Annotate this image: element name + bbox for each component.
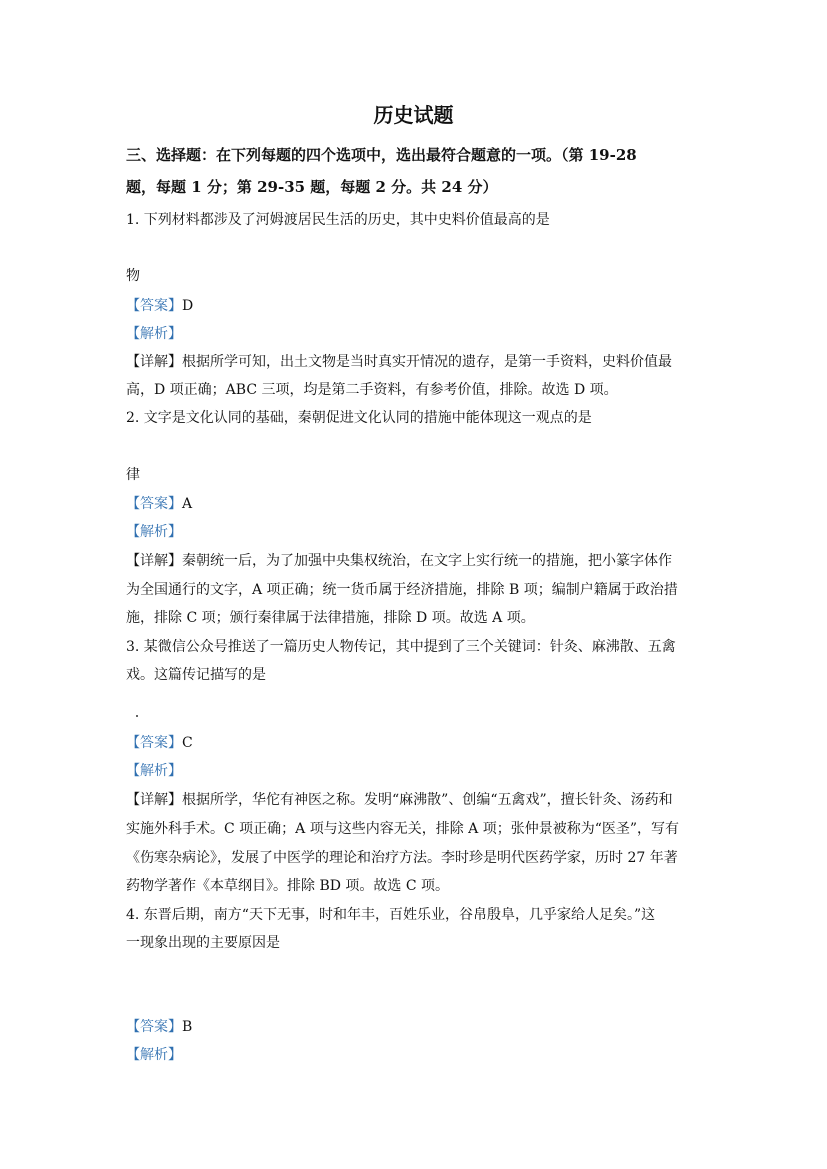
q1-answer-value: D [182,298,194,314]
q2-detail-1: 【详解】秦朝统一后，为了加强中央集权统治，在文字上实行统一的措施，把小篆字体作 [126,553,672,569]
section-header-line-1: 三、选择题：在下列每题的四个选项中，选出最符合题意的一项。（第 19-28 [126,146,637,164]
q2-detail-2: 为全国通行的文字，A 项正确；统一货币属于经济措施，排除 B 项；编制户籍属于政治措 [126,582,678,598]
q1-detail-1: 【详解】根据所学可知，出土文物是当时真实开情况的遗存，是第一手资料，史料价值最 [126,354,672,370]
q1-analysis-label: 【解析】 [126,326,182,342]
q1-stem: 1. 下列材料都涉及了河姆渡居民生活的历史，其中史料价值最高的是 [126,212,550,228]
answer-label: 【答案】 [126,298,182,314]
detail-label: 【详解】 [126,553,182,569]
q2-answer [126,494,702,514]
q3-stem-1: 3. 某微信公众号推送了一篇历史人物传记，其中提到了三个关键词：针灸、麻沸散、五禽 [126,639,676,655]
detail-label: 【详解】 [126,354,182,370]
q4-answer [126,1017,702,1037]
q4-answer-value: B [182,1019,193,1035]
q2-analysis-label: 【解析】 [126,524,182,540]
q2-option-wrap: 律 [126,467,140,483]
answer-label: 【答案】 [126,496,182,512]
q3-answer [126,733,702,753]
answer-label: 【答案】 [126,1019,182,1035]
detail-label: 【详解】 [126,792,182,808]
page-title: 历史试题 [373,103,454,127]
q4-stem-1: 4. 东晋后期，南方“天下无事，时和年丰，百姓乐业，谷帛殷阜，几乎家给人足矣。”这 [126,907,656,923]
q4-stem-2: 一现象出现的主要原因是 [126,935,280,951]
q3-detail-1: 【详解】根据所学，华佗有神医之称。发明“麻沸散”、创编“五禽戏”，擅长针灸、汤药和 [126,792,673,808]
q2-stem: 2. 文字是文化认同的基础，秦朝促进文化认同的措施中能体现这一观点的是 [126,410,592,426]
q1-option-wrap: 物 [126,268,140,284]
q1-answer [126,296,702,316]
q3-detail-3: 《伤寒杂病论》，发展了中医学的理论和治疗方法。李时珍是明代医药学家，历时 27 年著 [126,850,678,866]
q2-answer-value: A [182,496,193,512]
q3-detail-2: 实施外科手术。C 项正确；A 项与这些内容无关，排除 A 项；张仲景被称为“医圣”，写有 [126,821,680,837]
q3-detail-4: 药物学著作《本草纲目》。排除 BD 项。故选 C 项。 [126,878,450,894]
q3-analysis-label: 【解析】 [126,763,182,779]
q3-answer-value: C [182,735,193,751]
option-dot-mark [136,715,138,717]
q1-detail-2: 高，D 项正确；ABC 三项，均是第二手资料，有参考价值，排除。故选 D 项。 [126,382,618,398]
q2-detail-3: 施，排除 C 项；颁行秦律属于法律措施，排除 D 项。故选 A 项。 [126,610,535,626]
q3-stem-2: 戏。这篇传记描写的是 [126,667,266,683]
answer-label: 【答案】 [126,735,182,751]
section-header-line-2: 题，每题 1 分；第 29-35 题，每题 2 分。共 24 分） [126,178,498,196]
q4-analysis-label: 【解析】 [126,1047,182,1063]
